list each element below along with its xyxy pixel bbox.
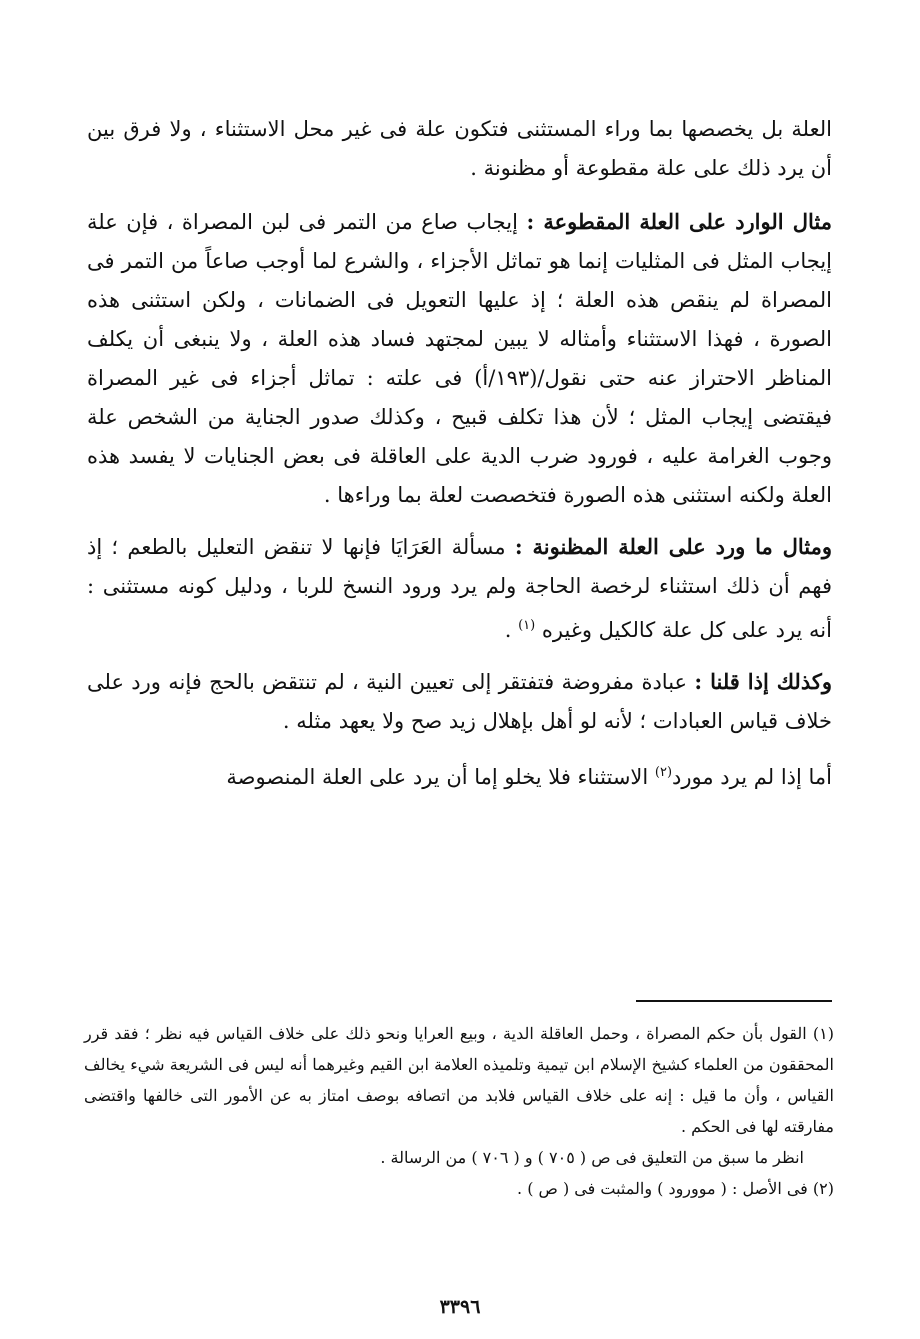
paragraph-3 bbox=[87, 527, 832, 650]
paragraph-2-heading: مثال الوارد على العلة المقطوعة : bbox=[526, 209, 832, 234]
footnote-1-reference: انظر ما سبق من التعليق فى ص ( ٧٠٥ ) و ( ٧٠٦ ) من الرسالة . bbox=[380, 1148, 804, 1167]
footnote-divider bbox=[636, 1000, 832, 1002]
footnotes bbox=[84, 1018, 834, 1204]
paragraph-3-heading: ومثال ما ورد على العلة المظنونة : bbox=[514, 534, 832, 559]
paragraph-1-text: العلة بل يخصصها بما وراء المستثنى فتكون علة فى غير محل الاستثناء ، ولا فرق بين أن يرد ذلك على علة مقطوعة أو مظنونة . bbox=[87, 117, 832, 180]
paragraph-4-text: عبادة مفروضة فتفتقر إلى تعيين النية ، لم تنتقض بالحج فإنه ورد على خلاف قياس العبادات ؛ لأنه لو أهل بإهلال زيد صح ولا يعهد مثله . bbox=[87, 670, 832, 733]
paragraph-5 bbox=[87, 753, 832, 797]
paragraph-4-heading: وكذلك إذا قلنا : bbox=[694, 669, 832, 694]
main-text bbox=[87, 110, 832, 809]
paragraph-1 bbox=[87, 110, 832, 188]
paragraph-2-text: إيجاب صاع من التمر فى لبن المصراة ، فإن علة إيجاب المثل فى المثليات إنما هو تماثل الأجزاء ، والشرع لما أوجب صاعاً من التمر فى المصراة لم ينقص هذه العلة ؛ إذ عليها التعويل فى الضمانات ، ولكن استثنى هذه الصورة ، فهذا الاستثناء وأمثاله لا يبين لمجتهد فساد هذه العلة ، ولا ينبغى أن يكلف المناظر الاحتراز عنه حتى نقول/(١٩٣/أ) فى علته : تماثل أجزاء فى غير المصراة فيقتضى إيجاب المثل ؛ لأن هذا تكلف قبيح ، وكذلك صدور الجناية من الشخص علة وجوب الغرامة عليه ، فورود ضرب الدية على العاقلة فى بعض الجنايات لا يفسد هذه العلة ولكنه استثنى هذه الصورة فتخصصت لعلة بما وراءها . bbox=[87, 210, 832, 507]
paragraph-3-end: . bbox=[504, 618, 519, 642]
paragraph-3-text: مسألة العَرَايَا فإنها لا تنقض التعليل بالطعم ؛ إذ فهم أن ذلك استثناء لرخصة الحاجة ولم يرد ورود النسخ للربا ، ودليل كونه مستثنى : أنه يرد على كل علة كالكيل وغيره bbox=[87, 535, 832, 642]
paragraph-5-text-b: الاستثناء فلا يخلو إما أن يرد على العلة المنصوصة bbox=[226, 765, 655, 789]
footnote-ref-1: (١) bbox=[518, 618, 536, 633]
paragraph-2 bbox=[87, 202, 832, 515]
paragraph-5-text-a: أما إذا لم يرد مورد bbox=[672, 765, 832, 789]
page-number: ٣٣٩٦ bbox=[439, 1296, 481, 1318]
paragraph-4 bbox=[87, 662, 832, 741]
footnote-ref-2: (٢) bbox=[654, 765, 673, 780]
footnote-1: (١) القول بأن حكم المصراة ، وحمل العاقلة الدية ، وبيع العرايا ونحو ذلك على خلاف القياس فيه نظر ؛ فقد قرر المحققون من العلماء كشيخ الإسلام ابن تيمية وتلميذه العلامة ابن القيم وغيرهما أنه ليس فى الشريعة شيء يخالف القياس ، وأن ما قيل : إنه على خلاف القياس فلابد من اتصافه بوصف امتاز به عن الأمور التى خالفها واقتضى مفارقته لها فى الحكم . bbox=[84, 1024, 835, 1136]
footnote-2: (٢) فى الأصل : ( موورود ) والمثبت فى ( ص ) . bbox=[517, 1179, 834, 1198]
